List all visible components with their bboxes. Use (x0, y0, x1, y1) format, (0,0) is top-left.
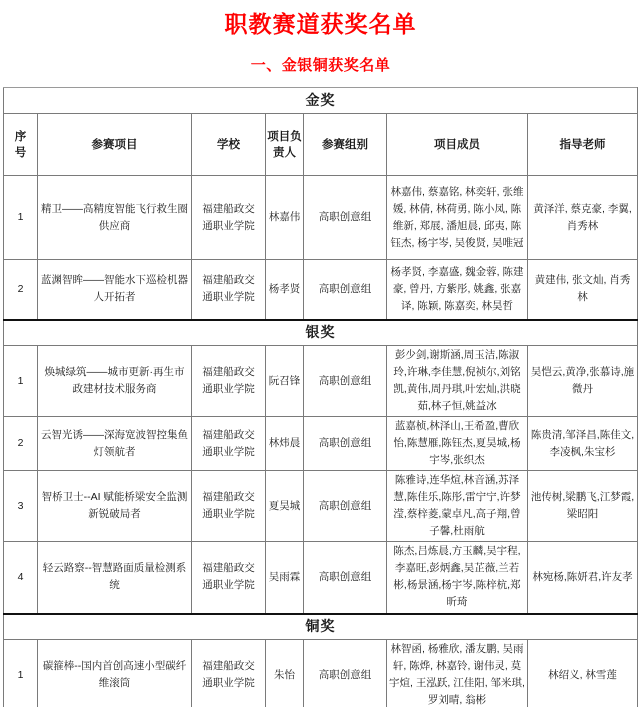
project-cell: 蓝渊智眸——智能水下巡检机器人开拓者 (38, 260, 192, 320)
award-row (4, 471, 638, 542)
award-section-title: 金奖 (4, 88, 638, 114)
row-no-cell: 1 (4, 176, 38, 260)
leader-cell: 杨孝贤 (266, 260, 304, 320)
members-cell: 杨孝贤, 李嘉盛, 魏金蓉, 陈建豪, 曾丹, 方紫彤, 姚鑫, 张嘉译, 陈颖, 陈嘉奕, 林昊哲 (387, 260, 528, 320)
page-title: 职教赛道获奖名单 (224, 11, 417, 37)
group-cell: 高职创意组 (304, 417, 387, 471)
members-cell: 蓝嘉桢,林泽山,王希盈,曹欣怡,陈慧雁,陈钰杰,夏昊城,杨宇岑,张织杰 (387, 417, 528, 471)
advisors-cell: 林绍义, 林雪莲 (528, 640, 638, 707)
group-cell: 高职创意组 (304, 640, 387, 707)
advisors-cell: 陈贵清,邹泽昌,陈佳文,李凌枫,朱宝杉 (528, 417, 638, 471)
project-cell: 碳箍棒--国内首创高速小型碳纤维滚筒 (38, 640, 192, 707)
row-no-cell: 1 (4, 346, 38, 417)
award-row (4, 346, 638, 417)
advisors-cell: 吴恺云,黄净,张慕诗,施微丹 (528, 346, 638, 417)
project-cell: 智桥卫士--AI 赋能桥梁安全监测新锐破局者 (38, 471, 192, 542)
project-cell: 云智光诱——深海宽波智控集鱼灯领航者 (38, 417, 192, 471)
group-cell: 高职创意组 (304, 176, 387, 260)
column-header-members: 项目成员 (387, 114, 528, 176)
advisors-cell: 池传树,梁鹏飞,江梦霞,梁昭阳 (528, 471, 638, 542)
school-cell: 福建船政交通职业学院 (192, 471, 266, 542)
column-header-no: 序号 (4, 114, 38, 176)
leader-cell: 林炜晨 (266, 417, 304, 471)
members-cell: 林嘉伟, 蔡嘉铭, 林奕轩, 张维媛, 林倩, 林荷勇, 陈小凤, 陈维新, 郑展, 潘旭晨, 邱夷, 陈钰杰, 杨宇岑, 吴俊贤, 吴唯冠 (387, 176, 528, 260)
project-cell: 轻云路察--智慧路面质量检测系统 (38, 542, 192, 614)
row-no-cell: 1 (4, 640, 38, 707)
group-cell: 高职创意组 (304, 471, 387, 542)
award-row (4, 640, 638, 707)
members-cell: 彭少剑,谢斯涵,周玉洁,陈淑玲,许琳,李佳慧,倪祯尔,刘铭凯,黄伟,周丹琪,叶宏灿,洪晓茹,林子恒,姚益冰 (387, 346, 528, 417)
awards-table-body (4, 88, 638, 707)
school-cell: 福建船政交通职业学院 (192, 542, 266, 614)
section-heading: 一、金银铜获奖名单 (250, 57, 391, 74)
advisors-cell: 黄泽洋, 蔡克豪, 李翼, 肖秀林 (528, 176, 638, 260)
members-cell: 陈杰,吕炼晨,方玉麟,吴宇程,李嘉旺,彭炳鑫,吴芷薇,兰若彬,杨景涵,杨宇岑,陈梓杭,郑昕琦 (387, 542, 528, 614)
awards-table (3, 87, 638, 707)
award-row (4, 417, 638, 471)
group-cell: 高职创意组 (304, 542, 387, 614)
school-cell: 福建船政交通职业学院 (192, 640, 266, 707)
leader-cell: 朱怡 (266, 640, 304, 707)
row-no-cell: 2 (4, 417, 38, 471)
award-row (4, 542, 638, 614)
school-cell: 福建船政交通职业学院 (192, 260, 266, 320)
project-cell: 焕城绿筑——城市更新·再生市政建材技术服务商 (38, 346, 192, 417)
advisors-cell: 黄建伟, 张文灿, 肖秀林 (528, 260, 638, 320)
column-header-advisors: 指导老师 (528, 114, 638, 176)
column-header-project: 参赛项目 (38, 114, 192, 176)
group-cell: 高职创意组 (304, 260, 387, 320)
leader-cell: 吴雨霖 (266, 542, 304, 614)
award-row (4, 176, 638, 260)
group-cell: 高职创意组 (304, 346, 387, 417)
column-header-group: 参赛组别 (304, 114, 387, 176)
column-header-school: 学校 (192, 114, 266, 176)
award-row (4, 260, 638, 320)
row-no-cell: 4 (4, 542, 38, 614)
leader-cell: 林嘉伟 (266, 176, 304, 260)
column-header-leader: 项目负责人 (266, 114, 304, 176)
members-cell: 林智函, 杨雅欣, 潘友鹏, 吴雨轩, 陈烨, 林嘉铃, 谢伟灵, 莫宇煊, 王泓跃, 江佳阳, 邹米琪, 罗刘晴, 翁彬 (387, 640, 528, 707)
advisors-cell: 林宛杨,陈妍君,许友孝 (528, 542, 638, 614)
row-no-cell: 2 (4, 260, 38, 320)
leader-cell: 阮召锋 (266, 346, 304, 417)
leader-cell: 夏昊城 (266, 471, 304, 542)
school-cell: 福建船政交通职业学院 (192, 417, 266, 471)
row-no-cell: 3 (4, 471, 38, 542)
school-cell: 福建船政交通职业学院 (192, 176, 266, 260)
school-cell: 福建船政交通职业学院 (192, 346, 266, 417)
award-section-title: 银奖 (4, 320, 638, 346)
members-cell: 陈雅诗,连华煊,林音涵,苏泽慧,陈佳乐,陈彤,雷宁宁,许梦滢,蔡梓菱,蒙卓凡,高子翔,曾子馨,杜雨航 (387, 471, 528, 542)
project-cell: 精卫——高精度智能飞行救生圈供应商 (38, 176, 192, 260)
award-section-title: 铜奖 (4, 614, 638, 640)
